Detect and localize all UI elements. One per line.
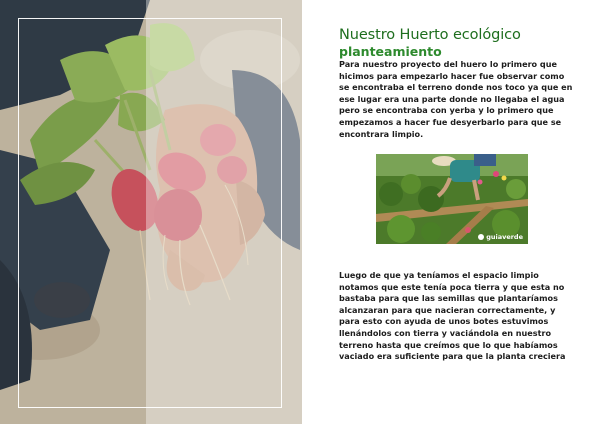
guiaverde-watermark (478, 233, 523, 241)
garden-illustration (376, 154, 528, 244)
body-paragraph-2: Luego de que ya teníamos el espacio limpio notamos que este tenía poca tierra y que esta no bastaba para que las semillas que plantaríamos alcanzaran para que nacieran correctamente, y para esto con ayuda de unos botes estuvimos llenándolos con tierra y vaciándola en nuestro terreno hasta que creímos que lo que habíamos vaciado era suficiente para que la planta creciera (339, 270, 566, 362)
photo-frame-border (18, 18, 282, 408)
watermark-text: guiaverde (486, 233, 523, 241)
section-subtitle: planteamiento (339, 44, 442, 59)
leaf-icon (478, 234, 484, 240)
garden-inset-photo (376, 154, 528, 244)
page-title: Nuestro Huerto ecológico (339, 27, 521, 43)
body-paragraph-1: Para nuestro proyecto del huero lo primero que hicimos para empezarlo hacer fue observar como se encontraba el terreno donde nos toco ya que en ese lugar era una parte donde no llegaba el agua pero se encontraba con yerba y lo primero que empezamos a hacer fue desyerbarlo para que se encontrara limpio. (339, 59, 573, 139)
